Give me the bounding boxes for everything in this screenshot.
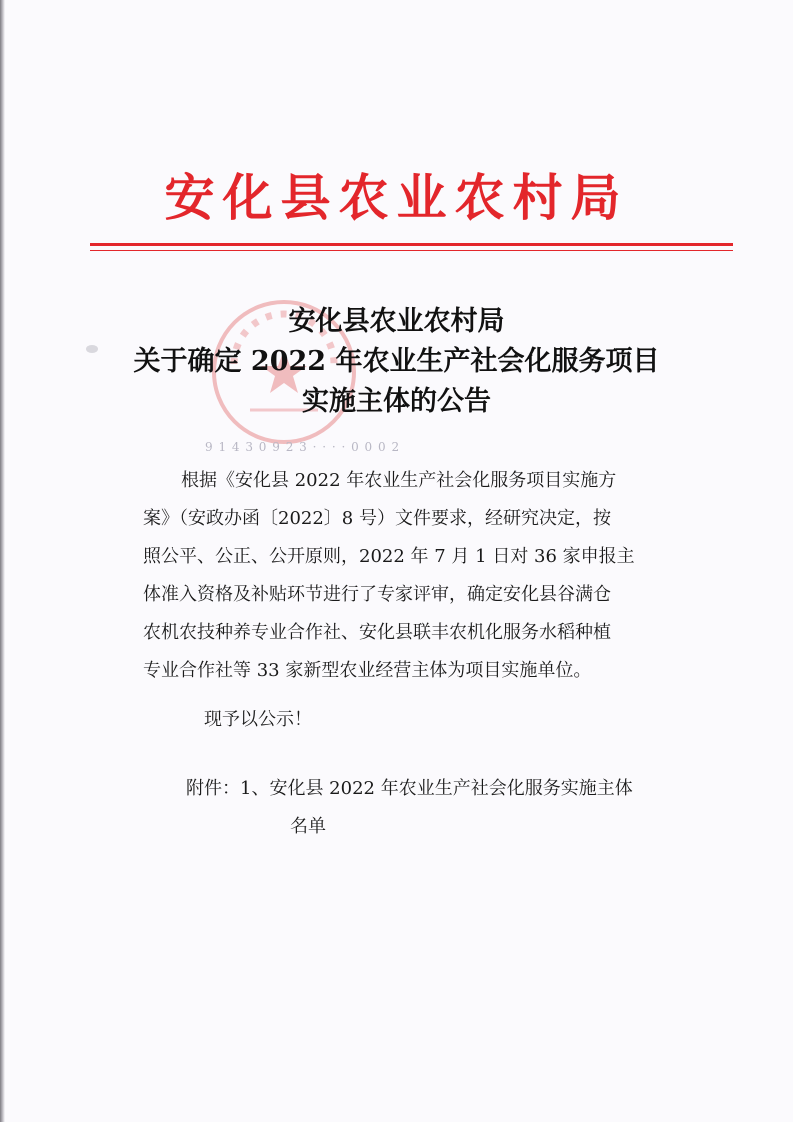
body-line: 照公平、公正、公开原则，2022 年 7 月 1 日对 36 家申报主: [143, 546, 635, 567]
red-rule-thick: [90, 243, 733, 246]
red-rule-thin: [90, 250, 733, 251]
notice-title-line-1: 安化县农业农村局: [288, 306, 505, 337]
body-line: 体准入资格及补贴环节进行了专家评审，确定安化县谷满仓: [143, 584, 611, 605]
body-line: 专业合作社等 33 家新型农业经营主体为项目实施单位。: [143, 660, 592, 681]
attachment-line-2: 名单: [290, 816, 326, 837]
notice-title-line-2: 关于确定 2022 年农业生产社会化服务项目: [133, 346, 660, 377]
publicity-notice: 现予以公示！: [204, 709, 312, 730]
notice-title-line-3: 实施主体的公告: [302, 386, 491, 417]
body-line: 案》（安政办函〔2022〕8 号）文件要求，经研究决定，按: [143, 508, 611, 529]
seal-code: 9 1 4 3 0 9 2 3 · · · · 0 0 0 2: [205, 440, 401, 454]
body-line: 农机农技种养专业合作社、安化县联丰农机化服务水稻种植: [143, 622, 611, 643]
body-line: 根据《安化县 2022 年农业生产社会化服务项目实施方: [181, 470, 617, 491]
letterhead-title: 安化县农业农村局: [164, 168, 629, 227]
attachment-line-1: 附件：1、安化县 2022 年农业生产社会化服务实施主体: [186, 778, 633, 799]
